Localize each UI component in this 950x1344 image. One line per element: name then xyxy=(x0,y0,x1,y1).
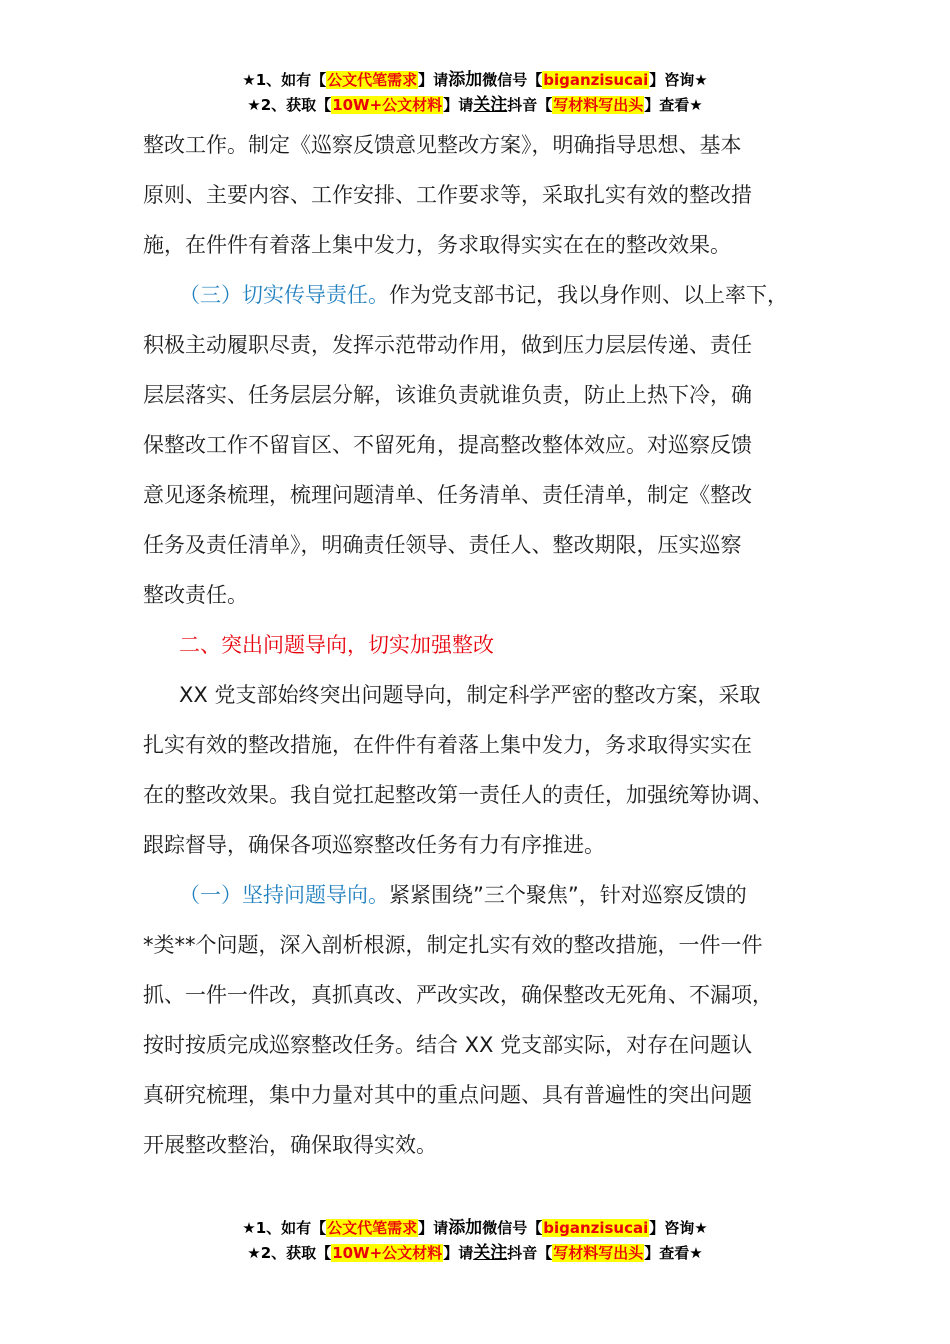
banner-emphasis: 关注 xyxy=(473,1243,508,1263)
banner-text: 抖音【 xyxy=(507,1244,553,1262)
section-1-first-line xyxy=(143,870,833,920)
banner-highlight: 写材料写出头 xyxy=(553,96,644,114)
paragraph-line: XX 党支部始终突出问题导向，制定科学严密的整改方案，采取 xyxy=(179,683,761,707)
part-2-heading: 二、突出问题导向，切实加强整改 xyxy=(179,633,494,657)
banner-highlight: biganzisucai xyxy=(543,1219,649,1237)
paragraph-line: 整改工作。制定《巡察反馈意见整改方案》，明确指导思想、基本 xyxy=(143,133,742,157)
banner-highlight: 公文代笔需求 xyxy=(327,1219,418,1237)
footer-banner xyxy=(0,1216,950,1266)
banner-text: ★1、如有【 xyxy=(242,1219,327,1237)
banner-line-2 xyxy=(0,1241,950,1266)
section-3-first-line xyxy=(143,270,833,320)
paragraph-text: 紧紧围绕”三个聚焦”，针对巡察反馈的 xyxy=(389,883,747,907)
banner-highlight: 写材料写出头 xyxy=(553,1244,644,1262)
paragraph-line: 在的整改效果。我自觉扛起整改第一责任人的责任，加强统筹协调、 xyxy=(143,783,773,807)
paragraph-line: 开展整改整治，确保取得实效。 xyxy=(143,1133,437,1157)
paragraph-line: 抓、一件一件改，真抓真改、严改实改，确保整改无死角、不漏项， xyxy=(143,983,773,1007)
banner-text: 】请 xyxy=(443,1244,474,1262)
paragraph-line: 层层落实、任务层层分解，该谁负责就谁负责，防止上热下冷，确 xyxy=(143,383,752,407)
banner-text: ★1、如有【 xyxy=(242,71,327,89)
banner-text: ★2、获取【 xyxy=(247,1244,332,1262)
header-banner xyxy=(0,68,950,118)
banner-emphasis: 添加 xyxy=(448,1218,483,1238)
paragraph-line: 意见逐条梳理，梳理问题清单、任务清单、责任清单，制定《整改 xyxy=(143,483,752,507)
banner-text: 】查看★ xyxy=(644,96,703,114)
banner-highlight: biganzisucai xyxy=(543,71,649,89)
banner-highlight: 10W+公文材料 xyxy=(332,96,443,114)
paragraph-line: 积极主动履职尽责，发挥示范带动作用，做到压力层层传递、责任 xyxy=(143,333,752,357)
banner-highlight: 10W+公文材料 xyxy=(332,1244,443,1262)
banner-highlight: 公文代笔需求 xyxy=(327,71,418,89)
banner-text: 】请 xyxy=(418,71,449,89)
paragraph-line: 原则、主要内容、工作安排、工作要求等，采取扎实有效的整改措 xyxy=(143,183,752,207)
banner-text: 微信号【 xyxy=(482,1219,543,1237)
paragraph-line: *类**个问题，深入剖析根源，制定扎实有效的整改措施，一件一件 xyxy=(143,933,763,957)
document-body xyxy=(143,120,833,1170)
paragraph-text: 作为党支部书记，我以身作则、以上率下， xyxy=(389,283,788,307)
banner-text: 】咨询★ xyxy=(649,1219,708,1237)
paragraph-line: 真研究梳理，集中力量对其中的重点问题、具有普遍性的突出问题 xyxy=(143,1083,752,1107)
paragraph-line: 任务及责任清单》，明确责任领导、责任人、整改期限，压实巡察 xyxy=(143,533,742,557)
banner-text: 】请 xyxy=(418,1219,449,1237)
paragraph-line: 跟踪督导，确保各项巡察整改任务有力有序推进。 xyxy=(143,833,605,857)
paragraph-line: 施，在件件有着落上集中发力，务求取得实实在在的整改效果。 xyxy=(143,233,731,257)
paragraph-line: 按时按质完成巡察整改任务。结合 XX 党支部实际，对存在问题认 xyxy=(143,1033,753,1057)
banner-text: 】请 xyxy=(443,96,474,114)
paragraph-line: 扎实有效的整改措施，在件件有着落上集中发力，务求取得实实在 xyxy=(143,733,752,757)
banner-text: 】咨询★ xyxy=(649,71,708,89)
banner-emphasis: 关注 xyxy=(473,95,508,115)
banner-text: ★2、获取【 xyxy=(247,96,332,114)
paragraph-line: 保整改工作不留盲区、不留死角，提高整改整体效应。对巡察反馈 xyxy=(143,433,752,457)
banner-text: 微信号【 xyxy=(482,71,543,89)
banner-line-1 xyxy=(0,68,950,93)
banner-text: 】查看★ xyxy=(644,1244,703,1262)
banner-emphasis: 添加 xyxy=(448,70,483,90)
banner-text: 抖音【 xyxy=(507,96,553,114)
section-3-heading: （三）切实传导责任。 xyxy=(179,283,389,307)
paragraph-line: 整改责任。 xyxy=(143,583,248,607)
banner-line-2 xyxy=(0,93,950,118)
banner-line-1 xyxy=(0,1216,950,1241)
section-1-heading: （一）坚持问题导向。 xyxy=(179,883,389,907)
